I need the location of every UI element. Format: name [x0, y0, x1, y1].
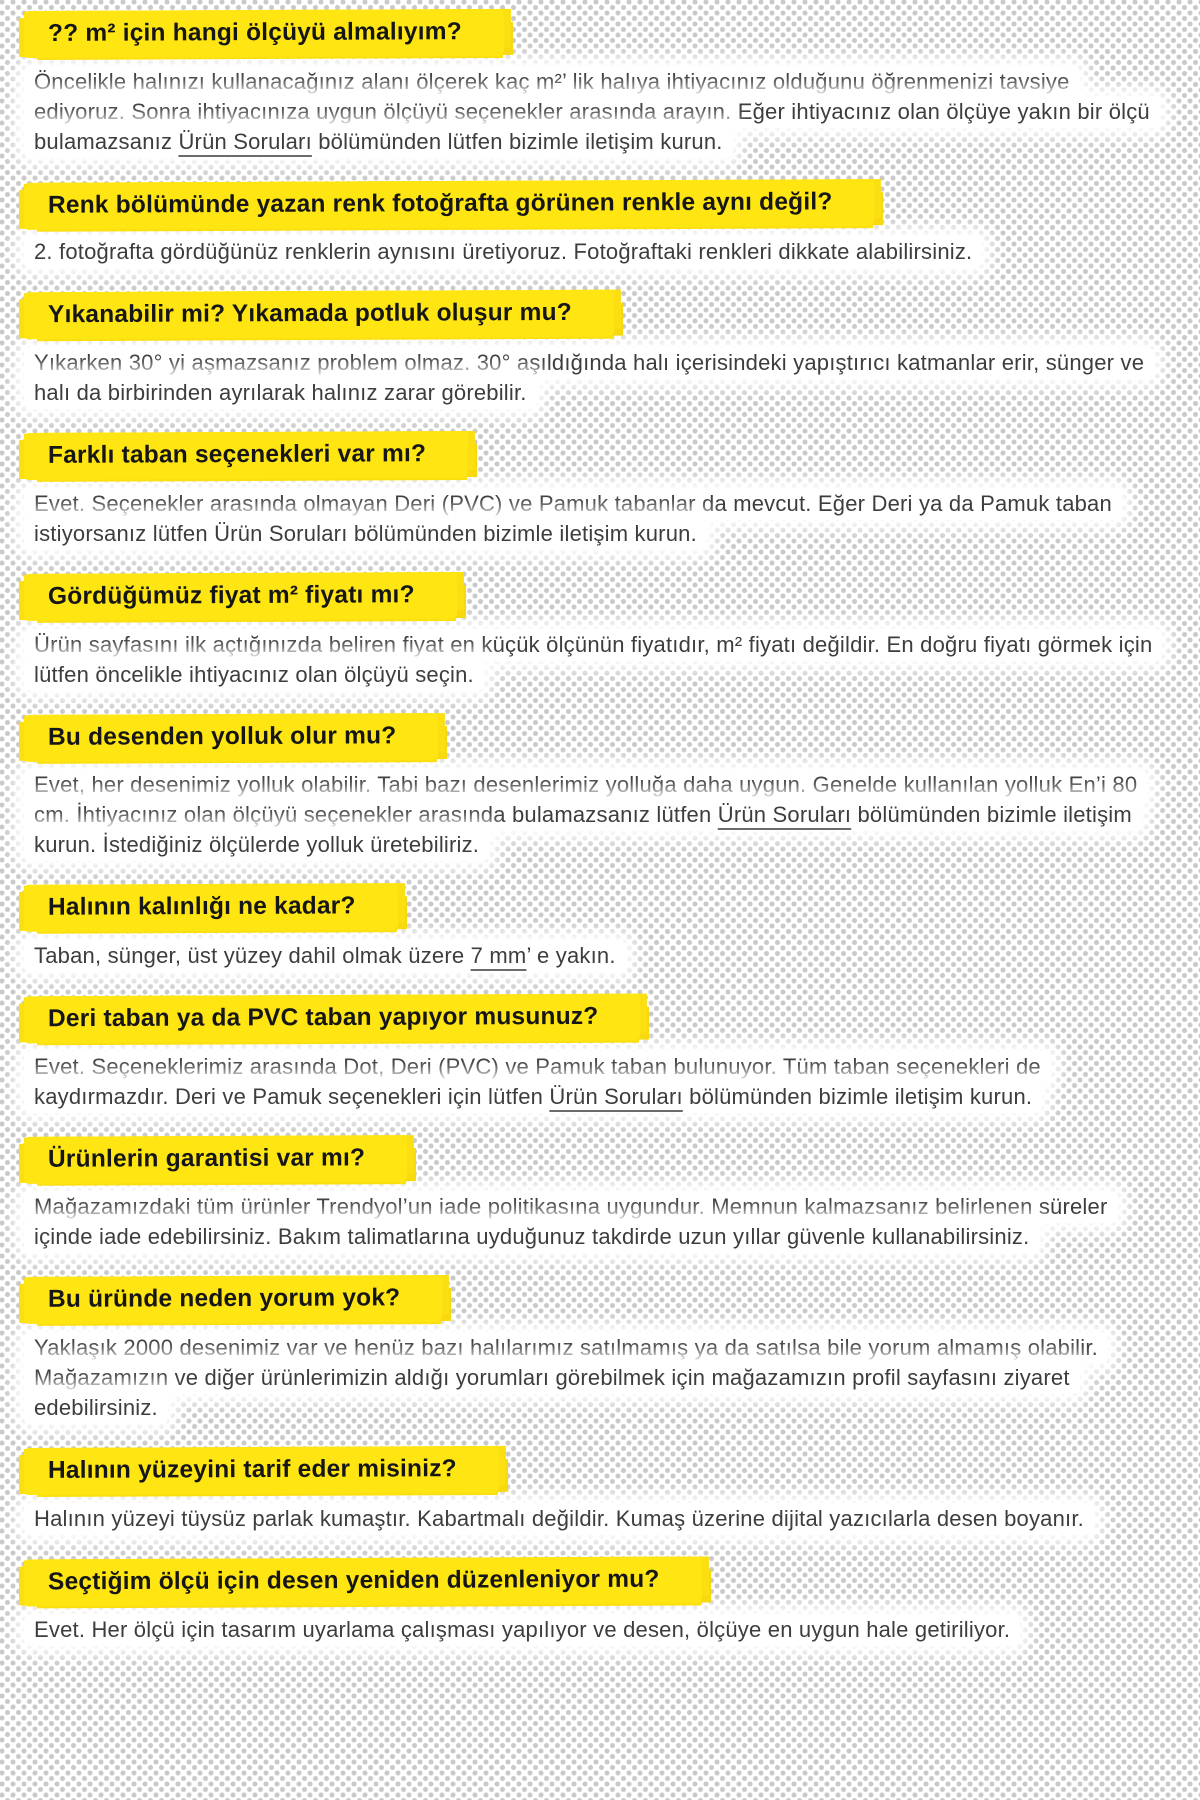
- faq-answer: [24, 1052, 1164, 1112]
- faq-section: [24, 714, 1172, 861]
- faq-section: [24, 1136, 1172, 1253]
- faq-section: [24, 181, 1172, 268]
- faq-question-highlight: Ürünlerin garantisi var mı?: [24, 1135, 407, 1183]
- answer-text-segment: Ürün sayfasını ilk açtığınızda beliren fiyat en küçük ölçünün fiyatıdır, m² fiyatı değildir. En doğru fiyatı görmek için lütfen öncelikle ihtiyacınız olan ölçüyü seçin.: [34, 631, 1153, 687]
- faq-question: [24, 884, 1172, 931]
- faq-answer-text: [24, 1332, 1108, 1424]
- faq-question-highlight: Farklı taban seçenekleri var mı?: [24, 431, 468, 480]
- faq-answer-text: [24, 347, 1154, 409]
- answer-text-segment: bölümünden bizimle iletişim kurun. İstediğiniz ölçülerde yolluk üretebiliriz.: [34, 802, 1132, 858]
- faq-question: [24, 1276, 1172, 1323]
- faq-answer: [24, 67, 1164, 157]
- faq-list: [24, 10, 1172, 1645]
- answer-text-segment: Mağazamızdaki tüm ürünler Trendyol’un iade politikasına uygundur. Memnun kalmazsanız belirlenen süreler içinde iade edebilirsiniz. Bakım talimatlarına uyduğunuz takdirde uzun yıllar güvenle kullanabilirsiniz.: [34, 1194, 1108, 1250]
- faq-answer-text: [24, 1503, 1094, 1535]
- faq-question-highlight: Yıkanabilir mi? Yıkamada potluk oluşur mu?: [24, 290, 614, 339]
- faq-answer: [24, 770, 1164, 860]
- faq-question-highlight: Halının kalınlığı ne kadar?: [24, 883, 398, 931]
- answer-text-segment: bölümünden bizimle iletişim kurun.: [682, 1083, 1033, 1109]
- faq-answer-text: [24, 769, 1147, 861]
- faq-answer: [24, 1192, 1164, 1252]
- faq-answer-text: [24, 940, 626, 972]
- faq-section: [24, 995, 1172, 1112]
- faq-question: [24, 10, 1172, 57]
- faq-question-highlight: Halının yüzeyini tarif eder misiniz?: [24, 1446, 499, 1495]
- answer-text-segment: Taban, sünger, üst yüzey dahil olmak üzere: [34, 943, 471, 969]
- answer-text-segment: 2. fotoğrafta gördüğünüz renklerin aynısını üretiyoruz. Fotoğraftaki renkleri dikkate alabilirsiniz.: [34, 239, 973, 265]
- faq-section: [24, 573, 1172, 690]
- faq-question: [24, 1136, 1172, 1183]
- faq-question: [24, 291, 1172, 338]
- faq-question: [24, 432, 1172, 479]
- faq-question-highlight: Renk bölümünde yazan renk fotoğrafta görünen renkle aynı değil?: [24, 179, 875, 229]
- faq-question: [24, 1558, 1172, 1605]
- answer-text-segment: bölümünden lütfen bizimle iletişim kurun.: [311, 128, 723, 154]
- faq-section: [24, 1447, 1172, 1534]
- answer-text-segment: Halının yüzeyi tüysüz parlak kumaştır. Kabartmalı değildir. Kumaş üzerine dijital yazıcılarla desen boyanır.: [34, 1505, 1084, 1531]
- faq-question-highlight: Seçtiğim ölçü için desen yeniden düzenleniyor mu?: [24, 1556, 702, 1606]
- faq-question: [24, 181, 1172, 228]
- faq-answer: [24, 941, 1164, 971]
- faq-answer-text: [24, 1051, 1051, 1113]
- faq-section: [24, 1558, 1172, 1645]
- faq-answer: [24, 348, 1164, 408]
- faq-answer: [24, 237, 1164, 267]
- faq-section: [24, 291, 1172, 408]
- underlined-phrase: Ürün Soruları: [549, 1083, 683, 1109]
- answer-text-segment: Evet, her desenimiz yolluk olabilir. Tabi bazı desenlerimiz yolluğa daha uygun. Genelde kullanılan yolluk En’i 80 cm. İhtiyacınız olan ölçüyü seçenekler arasında bulamazsanız lütfen: [34, 772, 1138, 828]
- faq-question-highlight: Bu desenden yolluk olur mu?: [24, 713, 439, 762]
- answer-text-segment: Evet. Seçenekler arasında olmayan Deri (PVC) ve Pamuk tabanlar da mevcut. Eğer Deri ya da Pamuk taban istiyorsanız lütfen Ürün Soruları bölümünden bizimle iletişim kurun.: [34, 490, 1112, 546]
- faq-answer-text: [24, 236, 982, 268]
- faq-section: [24, 10, 1172, 157]
- answer-text-segment: Yaklaşık 2000 desenimiz var ve henüz bazı halılarımız satılmamış ya da satılsa bile yorum almamış olabilir. Mağazamızın ve diğer ürünlerimizin aldığı yorumları görebilmek için mağazamızın profil sayfasını ziyaret edebilirsiniz.: [34, 1335, 1098, 1421]
- faq-question-highlight: Deri taban ya da PVC taban yapıyor musunuz?: [24, 994, 641, 1043]
- faq-answer-text: [24, 66, 1160, 158]
- faq-answer-text: [24, 1191, 1118, 1253]
- faq-question-highlight: Gördüğümüz fiyat m² fiyatı mı?: [24, 572, 457, 621]
- faq-answer: [24, 1615, 1164, 1645]
- faq-answer-text: [24, 1614, 1020, 1646]
- faq-section: [24, 1276, 1172, 1423]
- faq-answer: [24, 1333, 1164, 1423]
- faq-answer: [24, 489, 1164, 549]
- faq-answer-text: [24, 629, 1162, 691]
- faq-answer: [24, 630, 1164, 690]
- faq-answer-text: [24, 488, 1122, 550]
- faq-section: [24, 432, 1172, 549]
- answer-text-segment: ’ e yakın.: [526, 943, 616, 969]
- faq-section: [24, 884, 1172, 971]
- faq-question-highlight: ?? m² için hangi ölçüyü almalıyım?: [24, 9, 504, 58]
- answer-text-segment: Öncelikle halınızı kullanacağınız alanı ölçerek kaç m²’ lik halıya ihtiyacınız olduğunu öğrenmenizi tavsiye ediyoruz. Sonra ihtiyacınıza uygun ölçüyü seçenekler arasında arayın. Eğer ihtiyacınız olan ölçüye yakın bir ölçü bulamazsanız: [34, 68, 1150, 154]
- answer-text-segment: Evet. Her ölçü için tasarım uyarlama çalışması yapılıyor ve desen, ölçüye en uygun hale getiriliyor.: [34, 1616, 1011, 1642]
- faq-question: [24, 714, 1172, 761]
- underlined-phrase: 7 mm: [470, 943, 527, 969]
- faq-question: [24, 573, 1172, 620]
- faq-question: [24, 995, 1172, 1042]
- faq-answer: [24, 1504, 1164, 1534]
- underlined-phrase: Ürün Soruları: [717, 802, 852, 828]
- faq-question-highlight: Bu üründe neden yorum yok?: [24, 1276, 443, 1325]
- underlined-phrase: Ürün Soruları: [178, 128, 312, 154]
- answer-text-segment: Evet. Seçeneklerimiz arasında Dot, Deri (PVC) ve Pamuk taban bulunuyor. Tüm taban seçenekleri de kaydırmazdır. Deri ve Pamuk seçenekleri için lütfen: [34, 1053, 1041, 1109]
- answer-text-segment: Yıkarken 30° yi aşmazsanız problem olmaz. 30° aşıldığında halı içerisindeki yapıştırıcı katmanlar erir, sünger ve halı da birbirinden ayrılarak halınız zarar görebilir.: [34, 350, 1145, 406]
- faq-question: [24, 1447, 1172, 1494]
